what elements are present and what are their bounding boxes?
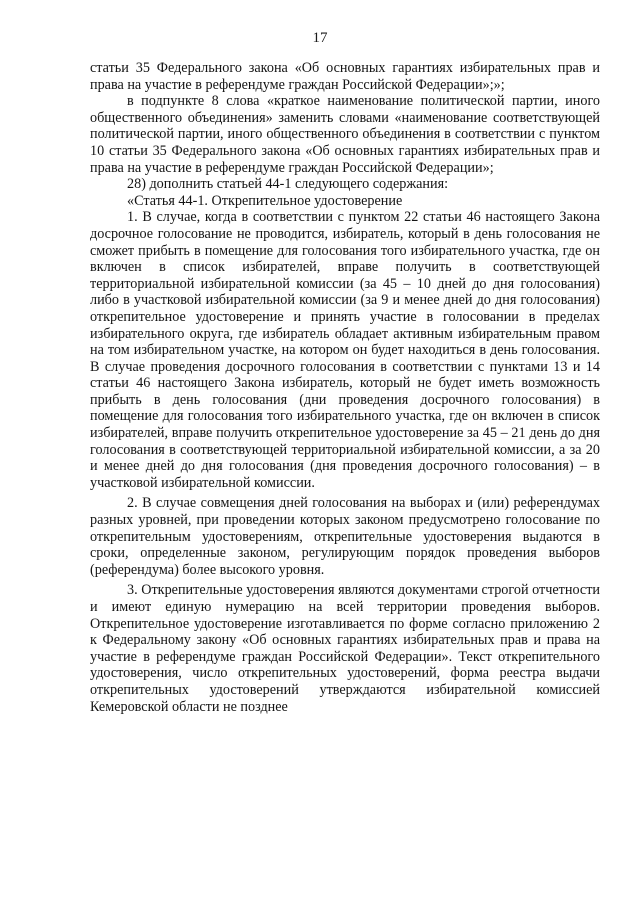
article-title: «Статья 44-1. Открепительное удостоверение (127, 192, 403, 209)
document-body (90, 60, 600, 715)
page-number: 17 (312, 30, 328, 46)
paragraph-item-28: 28) дополнить статьей 44-1 следующего содержания: (127, 176, 449, 193)
paragraph-clause-2: 2. В случае совмещения дней голосования на выборах и (или) референдумах разных уровней, при проведении которых законом предусмотрено голосование по открепительным удостоверениям, открепительные удостоверения выдаются в сроки, определенные законом, регулирующим порядок проведения выборов (референдума) более высокого уровня. (90, 495, 600, 578)
paragraph-clause-1: 1. В случае, когда в соответствии с пунктом 22 статьи 46 настоящего Закона досрочное голосование не проводится, избиратель, который в день голосования не сможет прибыть в помещение для голосования того избирательного участка, где он включен в список избирателей, вправе получить в соответствующей территориальной избирательной комиссии (за 45 – 10 дней до дня голосования) либо в участковой избирательной комиссии (за 9 и менее дней до дня голосования) открепительное удостоверение и принять участие в голосовании в пределах избирательного округа, где избиратель обладает активным избирательным правом на том избирательном участке, на котором он будет находиться в день голосования. В случае проведения досрочного голосования в соответствии с пунктами 13 и 14 статьи 46 настоящего Закона избиратель, который не будет иметь возможность прибыть в день голосования (дни проведения досрочного голосования) в помещение для голосования того избирательного участка, где он включен в список избирателей, вправе получить открепительное удостоверение за 45 – 21 день до дня голосования в соответствующей территориальной избирательной комиссии, а за 20 и менее дней до дня голосования (дня проведения досрочного голосования) – в участковой избирательной комиссии. (90, 209, 600, 491)
paragraph-continuation: статьи 35 Федерального закона «Об основных гарантиях избирательных прав и права на участие в референдуме граждан Российской Федерации»;»; (90, 60, 600, 93)
paragraph-clause-3: 3. Открепительные удостоверения являются документами строгой отчетности и имеют единую нумерацию на всей территории проведения выборов. Открепительное удостоверение изготавливается по форме согласно приложению 2 к Федеральному закону «Об основных гарантиях избирательных прав и права на участие в референдуме граждан Российской Федерации». Текст открепительного удостоверения, число открепительных удостоверений, форма реестра выдачи открепительных удостоверений утверждаются избирательной комиссией Кемеровской области не позднее (90, 582, 600, 715)
paragraph-subitem-8: в подпункте 8 слова «краткое наименование политической партии, иного общественного объединения» заменить словами «наименование соответствующей политической партии, иного общественного объединения в соответствии с пунктом 10 статьи 35 Федерального закона «Об основных гарантиях избирательных прав и права на участие в референдуме граждан Российской Федерации»; (90, 93, 600, 176)
